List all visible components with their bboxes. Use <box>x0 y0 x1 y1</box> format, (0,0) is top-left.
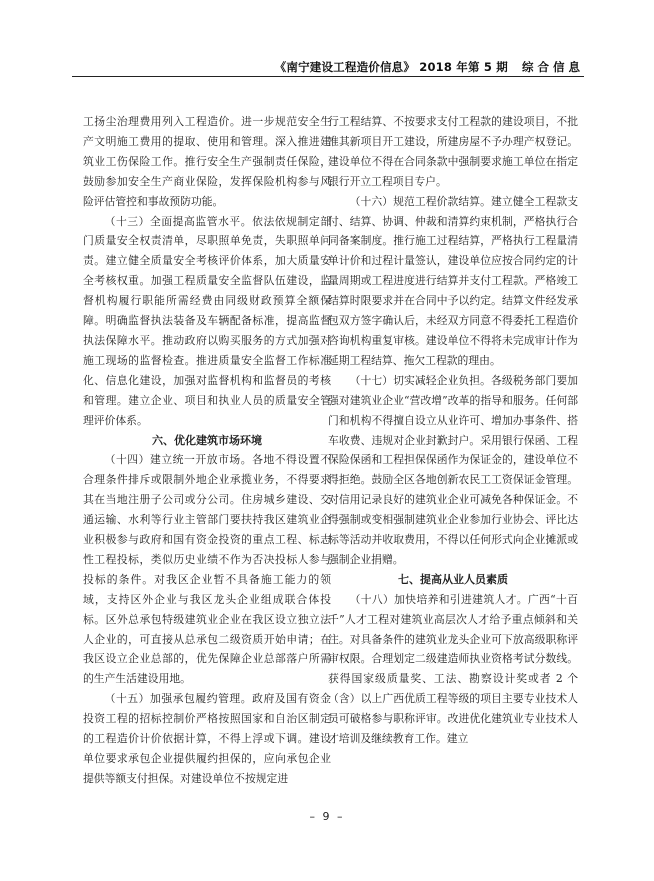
left-column <box>83 112 331 789</box>
paragraph: （十四）建立统一开放市场。各地不得设置不合理条件排斥或限制外地企业承揽业务，不得要求其在当地注册子公司或分公司。住房城乡建设、交通运输、水利等行业主管部门要扶持我区建筑业企业积极参与政府和国有资金投资的重点工程、标志性工程投标，类似历史业绩不作为否决投标人参与投标的条件。对我区企业暂不具备施工能力的领域，支持区外企业与我区龙头企业组成联合体投标。区外总承包特级建筑业企业在我区设立独立法人企业的，可直接从总承包二级资质开始申请；在我区设立企业总部的，优先保障企业总部落户所需的生产生活建设用地。 <box>83 453 331 686</box>
paragraph: 工扬尘治理费用列入工程造价。进一步规范安全生产文明施工费用的提取、使用和管理。深入推进建筑业工伤保险工作。推行安全生产强制责任保险，鼓励参加安全生产商业保险，发挥保险机构参与风险评估管控和事故预防功能。 <box>83 115 331 208</box>
paragraph: （十三）全面提高监管水平。依法依规制定部门质量安全权责清单，尽职照单免责，失职照单问责。建立健全质量安全考核评价体系，加大质量安全考核权重。加强工程质量安全监督队伍建设，监督机构履行职能所需经费由同级财政预算全额保障。明确监督执法装备及车辆配备标准，提高监督执法保障水平。推动政府以购买服务的方式加强对施工现场的监督检查。推进质量安全监督工作标准化、信息化建设，加强对监督机构和监督员的考核和管理。建立企业、项目和执业人员的质量安全管理评价体系。 <box>83 214 331 427</box>
running-header <box>0 57 654 79</box>
header-text <box>275 59 584 75</box>
publication-title: 《南宁建设工程造价信息》 2018 年第 5 期 <box>274 60 508 74</box>
paragraph: （十八）加快培养和引进建筑人才。广西“十百千”人才工程对建筑业高层次人才给予重点倾斜和关注。对具备条件的建筑业龙头企业可下放高级职称评审权限。合理划定二级建造师执业资格考试分数线。获得国家级质量奖、工法、勘察设计奖或者 2 个（含）以上广西优质工程等级的项目主要专业技术人员可破格参与职称评审。改进优化建筑业专业技术人才培训及继续教育工作。建立 <box>328 592 578 746</box>
section-heading: 七、提高从业人员素质 <box>398 572 508 586</box>
paragraph: （十五）加强承包履约管理。政府及国有资金投资工程的招标控制价严格按照国家和自治区制定的工程造价计价依据计算，不得上浮或下调。建设单位要求承包企业提供履约担保的，应向承包企业提供等额支付担保。对建设单位不按规定进 <box>83 692 331 785</box>
section-heading: 六、优化建筑市场环境 <box>152 433 262 447</box>
paragraph: （十六）规范工程价款结算。建立健全工程款支付、结算、协调、仲裁和清算约束机制，严格执行合同备案制度。推行施工过程结算，严格执行工程量清单计价和过程计量签认，建设单位应按合同约定的计量周期或工程进度进行结算并支付工程款。严格竣工结算时限要求并在合同中予以约定。结算文件经发承包双方签字确认后，未经双方同意不得委托工程造价咨询机构重复审核。建设单位不得将未完成审计作为延期工程结算、拖欠工程款的理由。 <box>328 194 578 367</box>
page-number: – 9 – <box>309 810 345 823</box>
section-label: 综合信息 <box>522 60 584 74</box>
header-rule <box>72 76 584 77</box>
paragraph: 行工程结算、不按要求支付工程款的建设项目，不批准其新项目开工建设，所建房屋不予办理产权登记。建设单位不得在合同条款中强制要求施工单位在指定银行开立工程项目专户。 <box>328 115 578 188</box>
right-column <box>328 112 578 749</box>
paragraph: （十七）切实减轻企业负担。各级税务部门要加强对建筑业企业“营改增”改革的指导和服务。任何部门和机构不得擅自设立从业许可、增加办事条件、搭车收费、违规对企业封歉封户。采用银行保函、工程保险保函和工程担保保函作为保证金的，建设单位不得拒绝。鼓励全区各地创新农民工工资保证金管理。对信用记录良好的建筑业企业可减免各种保证金。不得强制或变相强制建筑业企业参加行业协会、评比达标等活动并收取费用，不得以任何形式向企业摊派或强制企业捐赠。 <box>328 373 578 566</box>
